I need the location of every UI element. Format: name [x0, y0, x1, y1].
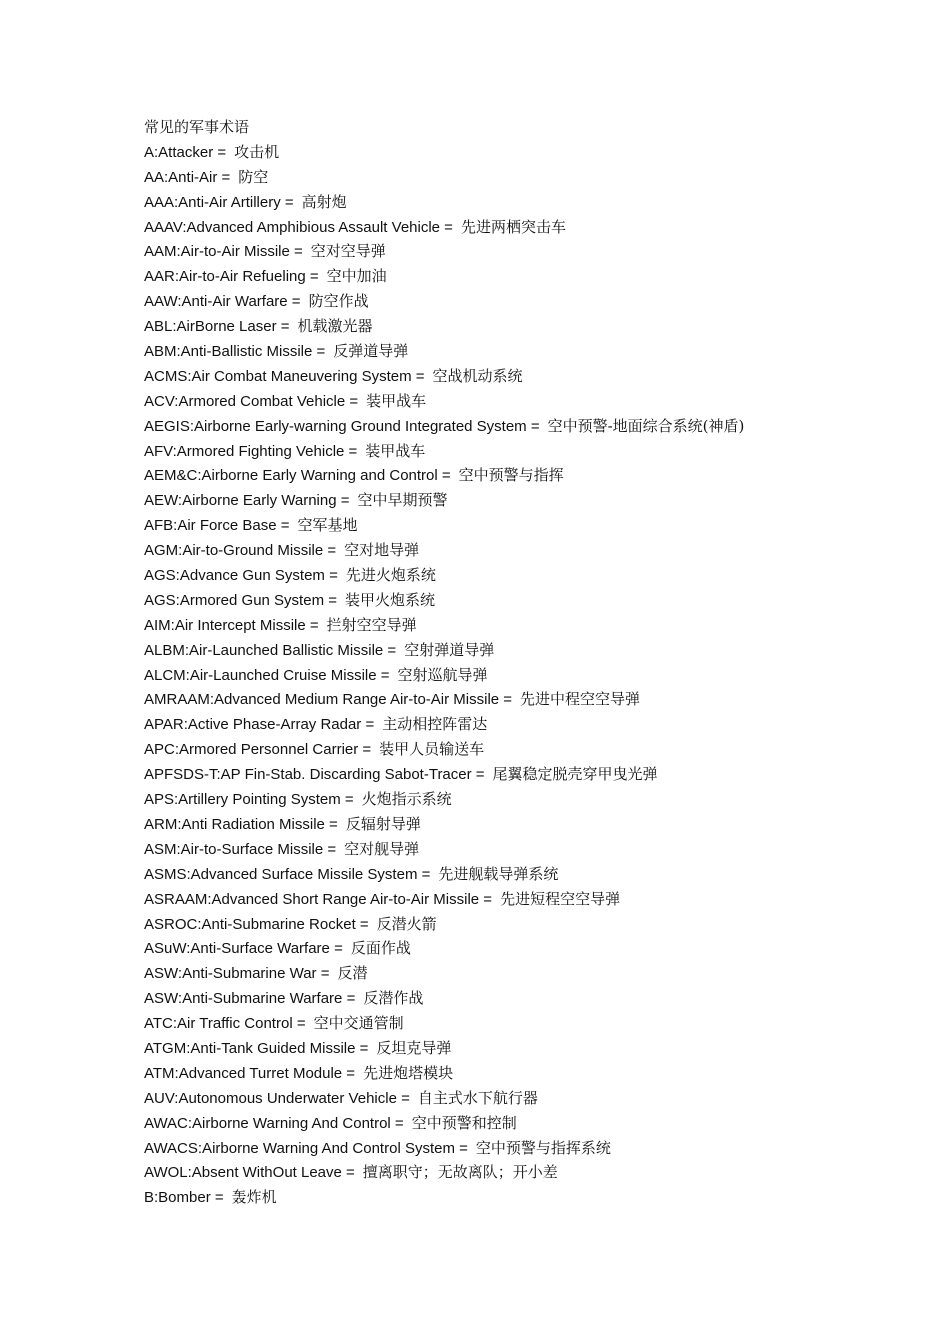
term-entry — [144, 239, 924, 264]
term-chinese: 反潜火箭 — [376, 914, 437, 933]
term-english: ASROC:Anti-Submarine Rocket = — [144, 915, 369, 933]
term-entry — [144, 986, 924, 1011]
term-chinese: 装甲火炮系统 — [345, 590, 436, 609]
term-entry — [144, 638, 924, 663]
term-english: A:Attacker = — [144, 143, 227, 161]
term-entry — [144, 314, 924, 339]
term-chinese: 擅离职守；无故离队；开小差 — [362, 1163, 558, 1182]
term-english: APC:Armored Personnel Carrier = — [144, 741, 372, 759]
term-english: ASW:Anti-Submarine Warfare = — [144, 990, 356, 1008]
term-english: AAR:Air-to-Air Refueling = — [144, 268, 319, 286]
term-english: AFV:Armored Fighting Vehicle = — [144, 442, 358, 460]
term-chinese: 装甲战车 — [366, 391, 427, 410]
term-chinese: 反弹道导弹 — [333, 342, 409, 361]
term-entry — [144, 837, 924, 862]
term-chinese: 主动相控阵雷达 — [382, 715, 488, 734]
term-english: ASMS:Advanced Surface Missile System = — [144, 865, 431, 883]
term-english: AAA:Anti-Air Artillery = — [144, 193, 294, 211]
term-english: AGM:Air-to-Ground Missile = — [144, 542, 337, 560]
term-entry — [144, 190, 924, 215]
term-chinese: 防空作战 — [308, 292, 369, 311]
term-chinese: 空战机动系统 — [432, 366, 523, 385]
term-english: ASRAAM:Advanced Short Range Air-to-Air Missile = — [144, 890, 493, 908]
term-chinese: 尾翼稳定脱壳穿甲曳光弹 — [492, 765, 658, 784]
term-entry — [144, 1185, 924, 1210]
term-entry — [144, 1136, 924, 1161]
term-entry — [144, 588, 924, 613]
term-entry — [144, 364, 924, 389]
term-entry — [144, 140, 924, 165]
term-english: AWACS:Airborne Warning And Control System = — [144, 1139, 468, 1157]
term-entry — [144, 862, 924, 887]
term-english: ALBM:Air-Launched Ballistic Missile = — [144, 641, 397, 659]
term-entry — [144, 414, 924, 439]
term-chinese: 空中预警与指挥 — [458, 466, 564, 485]
term-english: AIM:Air Intercept Missile = — [144, 616, 319, 634]
term-chinese: 装甲战车 — [365, 441, 426, 460]
term-chinese: 先进炮塔模块 — [363, 1063, 454, 1082]
term-chinese: 空对舰导弹 — [344, 839, 420, 858]
term-entry — [144, 488, 924, 513]
term-chinese: 空中加油 — [326, 267, 387, 286]
term-entry — [144, 1011, 924, 1036]
term-chinese: 空中预警与指挥系统 — [475, 1138, 611, 1157]
term-entry — [144, 762, 924, 787]
term-entry — [144, 389, 924, 414]
term-english: ACMS:Air Combat Maneuvering System = — [144, 367, 425, 385]
term-english: AWOL:Absent WithOut Leave = — [144, 1164, 355, 1182]
term-entry — [144, 936, 924, 961]
term-chinese: 高射炮 — [301, 192, 347, 211]
term-chinese: 空对空导弹 — [310, 242, 386, 261]
term-english: ALCM:Air-Launched Cruise Missile = — [144, 666, 390, 684]
term-entry — [144, 712, 924, 737]
term-chinese: 空中预警和控制 — [411, 1113, 517, 1132]
term-english: AGS:Armored Gun System = — [144, 591, 337, 609]
term-chinese: 空中预警-地面综合系统(神盾) — [547, 416, 745, 435]
term-english: AWAC:Airborne Warning And Control = — [144, 1114, 404, 1132]
term-entry — [144, 737, 924, 762]
term-entry — [144, 613, 924, 638]
term-chinese: 先进中程空空导弹 — [520, 690, 641, 709]
term-entry — [144, 1061, 924, 1086]
term-chinese: 空射巡航导弹 — [397, 665, 488, 684]
term-english: APFSDS-T:AP Fin-Stab. Discarding Sabot-Tracer = — [144, 766, 485, 784]
term-english: AMRAAM:Advanced Medium Range Air-to-Air Missile = — [144, 691, 513, 709]
term-chinese: 先进两栖突击车 — [460, 217, 566, 236]
document-title: 常见的军事术语 — [144, 118, 250, 136]
term-english: ABL:AirBorne Laser = — [144, 318, 290, 336]
term-english: ASuW:Anti-Surface Warfare = — [144, 940, 343, 958]
term-chinese: 空射弹道导弹 — [404, 640, 495, 659]
term-english: AEM&C:Airborne Early Warning and Control = — [144, 467, 451, 485]
term-entry — [144, 961, 924, 986]
term-chinese: 反面作战 — [350, 939, 411, 958]
term-entry — [144, 289, 924, 314]
term-entry — [144, 1086, 924, 1111]
term-english: ASW:Anti-Submarine War = — [144, 965, 330, 983]
term-english: AAW:Anti-Air Warfare = — [144, 293, 301, 311]
term-english: ABM:Anti-Ballistic Missile = — [144, 343, 326, 361]
term-entry — [144, 339, 924, 364]
term-chinese: 反潜 — [337, 964, 368, 983]
document-content — [144, 115, 924, 1210]
term-chinese: 攻击机 — [234, 142, 280, 161]
term-english: AA:Anti-Air = — [144, 168, 231, 186]
term-english: AUV:Autonomous Underwater Vehicle = — [144, 1089, 410, 1107]
term-english: ATM:Advanced Turret Module = — [144, 1064, 356, 1082]
term-chinese: 火炮指示系统 — [361, 790, 452, 809]
term-english: AAM:Air-to-Air Missile = — [144, 243, 303, 261]
term-chinese: 反坦克导弹 — [376, 1038, 452, 1057]
term-english: AEGIS:Airborne Early-warning Ground Integrated System = — [144, 417, 540, 435]
term-entry — [144, 215, 924, 240]
term-chinese: 自主式水下航行器 — [417, 1088, 538, 1107]
term-chinese: 反潜作战 — [363, 989, 424, 1008]
term-chinese: 防空 — [238, 167, 269, 186]
term-list — [144, 140, 924, 1210]
term-entry — [144, 1036, 924, 1061]
term-english: AFB:Air Force Base = — [144, 517, 290, 535]
term-chinese: 空中早期预警 — [357, 491, 448, 510]
term-english: ACV:Armored Combat Vehicle = — [144, 392, 359, 410]
term-entry — [144, 663, 924, 688]
term-english: AGS:Advance Gun System = — [144, 567, 338, 585]
term-entry — [144, 1160, 924, 1185]
term-entry — [144, 439, 924, 464]
term-english: ATC:Air Traffic Control = — [144, 1015, 306, 1033]
term-entry — [144, 787, 924, 812]
term-english: APAR:Active Phase-Array Radar = — [144, 716, 375, 734]
term-english: AEW:Airborne Early Warning = — [144, 492, 350, 510]
term-english: AAAV:Advanced Amphibious Assault Vehicle = — [144, 218, 453, 236]
term-chinese: 先进舰载导弹系统 — [438, 864, 559, 883]
term-entry — [144, 513, 924, 538]
term-entry — [144, 463, 924, 488]
term-chinese: 空军基地 — [297, 516, 358, 535]
term-english: ATGM:Anti-Tank Guided Missile = — [144, 1039, 369, 1057]
term-entry — [144, 1111, 924, 1136]
term-english: APS:Artillery Pointing System = — [144, 791, 354, 809]
term-chinese: 空中交通管制 — [313, 1014, 404, 1033]
term-english: ASM:Air-to-Surface Missile = — [144, 840, 337, 858]
term-chinese: 轰炸机 — [231, 1188, 277, 1207]
term-chinese: 机载激光器 — [297, 317, 373, 336]
term-chinese: 空对地导弹 — [344, 541, 420, 560]
term-entry — [144, 687, 924, 712]
term-entry — [144, 538, 924, 563]
term-chinese: 先进火炮系统 — [345, 566, 436, 585]
term-entry — [144, 264, 924, 289]
term-chinese: 装甲人员输送车 — [379, 740, 485, 759]
term-entry — [144, 812, 924, 837]
term-chinese: 先进短程空空导弹 — [500, 889, 621, 908]
term-entry — [144, 887, 924, 912]
term-english: ARM:Anti Radiation Missile = — [144, 815, 338, 833]
term-entry — [144, 912, 924, 937]
term-entry — [144, 165, 924, 190]
term-chinese: 反辐射导弹 — [345, 814, 421, 833]
term-chinese: 拦射空空导弹 — [326, 615, 417, 634]
term-entry — [144, 563, 924, 588]
term-english: B:Bomber = — [144, 1189, 224, 1207]
